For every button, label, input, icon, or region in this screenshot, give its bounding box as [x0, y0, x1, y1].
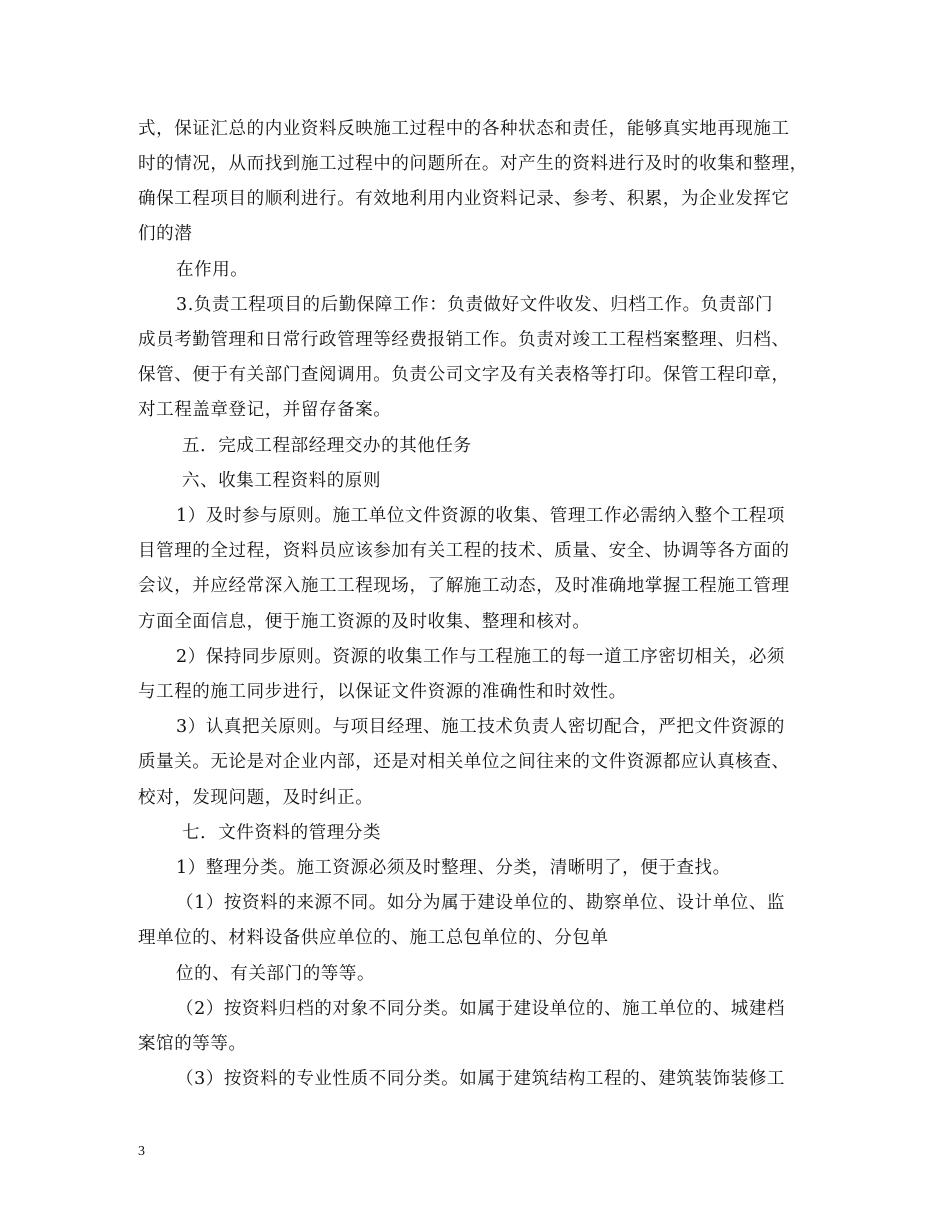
- text-line: 确保工程项目的顺利进行。有效地利用内业资料记录、参考、积累，为企业发挥它: [138, 189, 790, 209]
- text-line: 案馆的等等。: [138, 1034, 247, 1054]
- text-line: 会议，并应经常深入施工工程现场，了解施工动态，及时准确地掌握工程施工管理: [138, 576, 790, 596]
- text-line: 方面全面信息，便于施工资源的及时收集、整理和核对。: [138, 612, 591, 632]
- text-line: （2）按资料归档的对象不同分类。如属于建设单位的、施工单位的、城建档: [176, 999, 786, 1019]
- text-line: 质量关。无论是对企业内部，还是对相关单位之间往来的文件资源都应认真核查、: [138, 752, 790, 772]
- text-line: 们的潜: [138, 224, 193, 244]
- text-line: 对工程盖章登记，并留存备案。: [138, 400, 392, 420]
- text-line: 3.负责工程项目的后勤保障工作：负责做好文件收发、归档工作。负责部门: [176, 295, 774, 315]
- section-heading: 七．文件资料的管理分类: [182, 823, 382, 843]
- text-line: （1）按资料的来源不同。如分为属于建设单位的、勘察单位、设计单位、监: [176, 893, 786, 913]
- text-line: 1）及时参与原则。施工单位文件资源的收集、管理工作必需纳入整个工程项: [176, 506, 786, 526]
- text-line: 位的、有关部门的等等。: [176, 964, 376, 984]
- text-line: 时的情况，从而找到施工过程中的问题所在。对产生的资料进行及时的收集和整理，: [138, 154, 808, 174]
- section-heading: 五．完成工程部经理交办的其他任务: [182, 436, 472, 456]
- text-line: 1）整理分类。施工资源必须及时整理、分类，清晰明了，便于查找。: [176, 858, 731, 878]
- text-line: 目管理的全过程，资料员应该参加有关工程的技术、质量、安全、协调等各方面的: [138, 541, 790, 561]
- text-line: 2）保持同步原则。资源的收集工作与工程施工的每一道工序密切相关，必须: [176, 647, 786, 667]
- page-number: 3: [138, 1144, 145, 1159]
- section-heading: 六、收集工程资料的原则: [182, 471, 382, 491]
- text-line: 理单位的、材料设备供应单位的、施工总包单位的、分包单: [138, 928, 609, 948]
- text-line: 成员考勤管理和日常行政管理等经费报销工作。负责对竣工工程档案整理、归档、: [138, 330, 790, 350]
- text-line: 式，保证汇总的内业资料反映施工过程中的各种状态和责任，能够真实地再现施工: [138, 119, 790, 139]
- text-line: 在作用。: [176, 260, 249, 280]
- text-line: 保管、便于有关部门查阅调用。负责公司文字及有关表格等打印。保管工程印章，: [138, 365, 790, 385]
- text-line: 3）认真把关原则。与项目经理、施工技术负责人密切配合，严把文件资源的: [176, 717, 786, 737]
- text-line: 与工程的施工同步进行，以保证文件资源的准确性和时效性。: [138, 682, 627, 702]
- text-line: （3）按资料的专业性质不同分类。如属于建筑结构工程的、建筑装饰装修工: [176, 1069, 786, 1089]
- text-line: 校对，发现问题，及时纠正。: [138, 788, 374, 808]
